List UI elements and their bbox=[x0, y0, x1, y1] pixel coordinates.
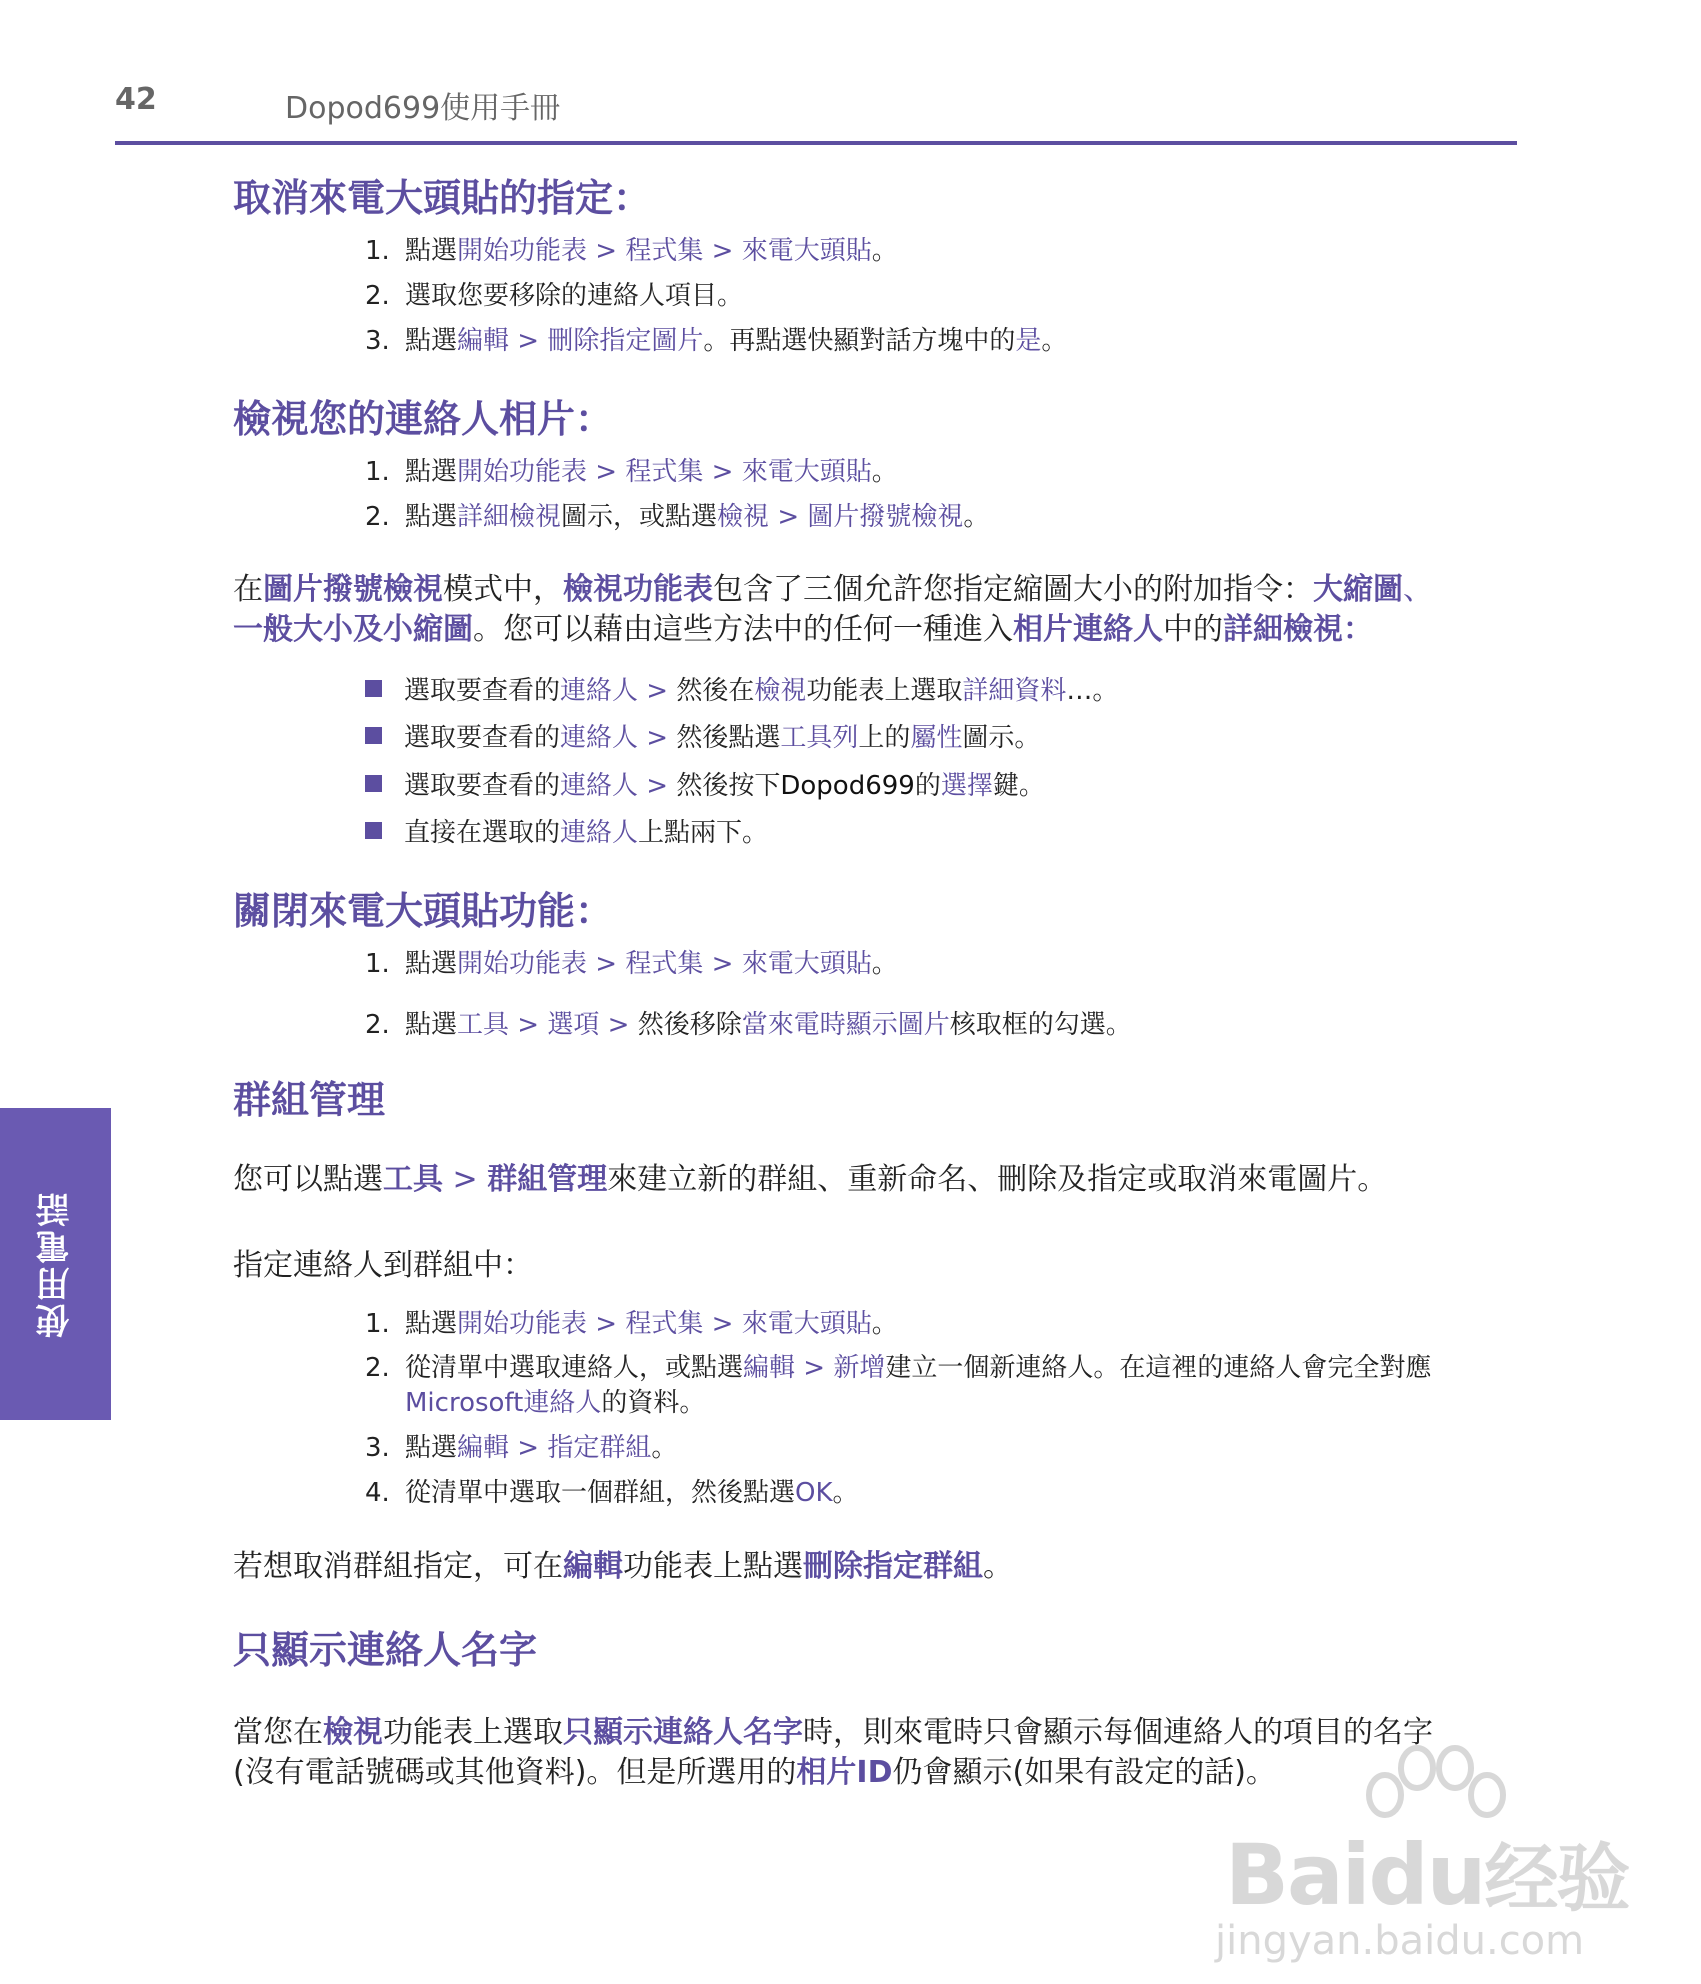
para-text: 功能表上點選 bbox=[623, 1549, 803, 1584]
step-text: 點選 bbox=[405, 457, 458, 487]
step-1 bbox=[365, 949, 898, 980]
step-text: 。 bbox=[651, 1433, 678, 1463]
separator: > bbox=[703, 236, 742, 266]
step-text: 點選 bbox=[405, 1433, 458, 1463]
step-number: 1. bbox=[365, 1309, 390, 1339]
menu-ref: 來電大頭貼 bbox=[741, 236, 872, 266]
baidu-jingyan-watermark bbox=[1205, 1740, 1645, 1970]
menu-ref: 連絡人 bbox=[560, 676, 639, 706]
paragraph-line bbox=[233, 1160, 1387, 1200]
para-text: 模式中， bbox=[443, 572, 563, 607]
menu-ref: 開始功能表 bbox=[457, 1309, 588, 1339]
step-text: 點選 bbox=[405, 326, 458, 356]
menu-ref: 檢視 bbox=[323, 1715, 383, 1750]
menu-ref: 大縮圖 bbox=[1313, 572, 1403, 607]
separator: > bbox=[638, 676, 677, 706]
menu-ref: 來電大頭貼 bbox=[741, 457, 872, 487]
bullet-text: …。 bbox=[1066, 676, 1119, 706]
menu-ref: 工具 bbox=[383, 1162, 443, 1197]
para-text: 功能表上選取 bbox=[383, 1715, 563, 1750]
separator: > bbox=[509, 1433, 548, 1463]
step-text: 。 bbox=[832, 1478, 859, 1508]
step-text: 點選 bbox=[405, 502, 458, 532]
bullet-item bbox=[365, 676, 1118, 707]
menu-ref: 編輯 bbox=[563, 1549, 623, 1584]
menu-ref: 檢視 bbox=[754, 676, 807, 706]
bullet-item bbox=[365, 818, 768, 849]
step-number: 2. bbox=[365, 1010, 390, 1040]
separator: > bbox=[703, 949, 742, 979]
chapter-side-tab-label: 使用電話 bbox=[36, 1190, 76, 1338]
para-text: 、 bbox=[1403, 572, 1433, 607]
step-text: 點選 bbox=[405, 236, 458, 266]
menu-ref: 一般大小及小縮圖 bbox=[233, 612, 473, 647]
bullet-text: 功能表上選取 bbox=[806, 676, 963, 706]
para-text: ： bbox=[1343, 612, 1373, 647]
menu-ref: 選項 bbox=[547, 1010, 600, 1040]
menu-ref: 是 bbox=[1015, 326, 1042, 356]
step-number: 2. bbox=[365, 502, 390, 532]
step-text: 從清單中選取連絡人，或點選 bbox=[405, 1353, 744, 1383]
menu-ref: 刪除指定群組 bbox=[803, 1549, 983, 1584]
page-number: 42 bbox=[115, 82, 157, 117]
menu-ref: 開始功能表 bbox=[457, 949, 588, 979]
step-text: 從清單中選取一個群組，然後點選 bbox=[405, 1478, 796, 1508]
menu-ref: Microsoft連絡人 bbox=[405, 1388, 602, 1418]
bullet-square-icon bbox=[365, 680, 382, 697]
separator: > bbox=[795, 1353, 834, 1383]
separator: > bbox=[638, 771, 677, 801]
para-text: 若想取消群組指定，可在 bbox=[233, 1549, 563, 1584]
menu-ref: 指定群組 bbox=[547, 1433, 652, 1463]
step-2 bbox=[365, 1353, 1431, 1384]
separator: > bbox=[509, 1010, 548, 1040]
menu-ref: 相片ID bbox=[796, 1755, 893, 1790]
menu-ref: 編輯 bbox=[457, 1433, 510, 1463]
step-number: 1. bbox=[365, 236, 390, 266]
menu-ref: 開始功能表 bbox=[457, 457, 588, 487]
step-text: 。 bbox=[1041, 326, 1068, 356]
running-header-title: Dopod699使用手冊 bbox=[285, 91, 561, 126]
separator: > bbox=[703, 457, 742, 487]
paragraph-line bbox=[233, 610, 1373, 650]
menu-ref: 程式集 bbox=[625, 236, 704, 266]
step-2 bbox=[365, 502, 989, 533]
header-rule bbox=[115, 141, 1517, 145]
watermark-url: jingyan.baidu.com bbox=[1215, 1918, 1585, 1964]
paragraph-line bbox=[233, 1547, 1013, 1587]
step-2 bbox=[365, 281, 743, 312]
menu-ref: 新增 bbox=[833, 1353, 886, 1383]
menu-ref: 連絡人 bbox=[560, 771, 639, 801]
step-text: 。 bbox=[871, 1309, 898, 1339]
step-1 bbox=[365, 236, 898, 267]
menu-ref: 當來電時顯示圖片 bbox=[741, 1010, 950, 1040]
bullet-text: 然後按下 bbox=[676, 771, 781, 801]
separator: > bbox=[587, 1309, 626, 1339]
bullet-text: 選取要查看的 bbox=[404, 723, 561, 753]
para-text: 仍會顯示(如果有設定的話)。 bbox=[892, 1755, 1276, 1790]
bullet-square-icon bbox=[365, 727, 382, 744]
menu-ref: 屬性 bbox=[910, 723, 963, 753]
step-text: 建立一個新連絡人。在這裡的連絡人會完全對應 bbox=[885, 1353, 1432, 1383]
chapter-side-tab bbox=[0, 1108, 111, 1420]
step-number: 1. bbox=[365, 949, 390, 979]
para-text: 包含了三個允許您指定縮圖大小的附加指令： bbox=[713, 572, 1313, 607]
step-1 bbox=[365, 457, 898, 488]
step-number: 2. bbox=[365, 281, 390, 311]
para-text: 。 bbox=[983, 1549, 1013, 1584]
separator: > bbox=[769, 502, 808, 532]
menu-ref: 編輯 bbox=[457, 326, 510, 356]
bullet-square-icon bbox=[365, 775, 382, 792]
step-2-continuation bbox=[405, 1388, 705, 1419]
bullet-text: 上點兩下。 bbox=[638, 818, 769, 848]
menu-ref: 選擇 bbox=[940, 771, 993, 801]
para-text: 來建立新的群組、重新命名、刪除及指定或取消來電圖片。 bbox=[607, 1162, 1388, 1197]
section-title-group-management: 群組管理 bbox=[233, 1078, 386, 1122]
bullet-text: 然後在 bbox=[676, 676, 755, 706]
step-number: 4. bbox=[365, 1478, 390, 1508]
menu-ref: 工具列 bbox=[780, 723, 859, 753]
para-text: (沒有電話號碼或其他資料)。但是所選用的 bbox=[233, 1755, 797, 1790]
menu-ref: 刪除指定圖片 bbox=[547, 326, 704, 356]
watermark-logo-a: Bai bbox=[1225, 1826, 1369, 1924]
bullet-text: 然後點選 bbox=[676, 723, 781, 753]
separator: > bbox=[587, 236, 626, 266]
bullet-text: 選取要查看的 bbox=[404, 771, 561, 801]
section-title-view-photos: 檢視您的連絡人相片： bbox=[233, 397, 614, 441]
bullet-item bbox=[365, 771, 1045, 802]
step-text: 。 bbox=[871, 236, 898, 266]
para-text: 您可以點選 bbox=[233, 1162, 383, 1197]
step-3 bbox=[365, 326, 1067, 357]
step-4 bbox=[365, 1478, 859, 1509]
bullet-square-icon bbox=[365, 822, 382, 839]
menu-ref: 開始功能表 bbox=[457, 236, 588, 266]
section-title-name-only: 只顯示連絡人名字 bbox=[233, 1628, 538, 1672]
section-title-disable-caller-photo: 關閉來電大頭貼功能： bbox=[233, 889, 614, 933]
step-number: 3. bbox=[365, 1433, 390, 1463]
step-text: 。 bbox=[963, 502, 990, 532]
bullet-text: 鍵。 bbox=[992, 771, 1045, 801]
separator: > bbox=[509, 326, 548, 356]
separator: > bbox=[587, 949, 626, 979]
bullet-text: 選取要查看的 bbox=[404, 676, 561, 706]
menu-ref: 工具 bbox=[457, 1010, 510, 1040]
watermark-logo-c: 经验 bbox=[1484, 1836, 1629, 1922]
step-text: 的資料。 bbox=[601, 1388, 706, 1418]
bullet-text: 上的 bbox=[858, 723, 911, 753]
para-text: 在 bbox=[233, 572, 263, 607]
menu-ref: 程式集 bbox=[625, 1309, 704, 1339]
menu-ref: 詳細檢視 bbox=[457, 502, 562, 532]
menu-ref: 群組管理 bbox=[487, 1162, 608, 1197]
watermark-logo-b: du bbox=[1368, 1826, 1485, 1924]
step-number: 1. bbox=[365, 457, 390, 487]
menu-ref: 詳細檢視 bbox=[1223, 612, 1343, 647]
menu-ref: 詳細資料 bbox=[962, 676, 1067, 706]
menu-ref: 編輯 bbox=[743, 1353, 796, 1383]
step-text: 圖示，或點選 bbox=[561, 502, 718, 532]
bullet-text: 直接在選取的 bbox=[404, 818, 561, 848]
menu-ref: 圖片撥號檢視 bbox=[263, 572, 443, 607]
menu-ref: 程式集 bbox=[625, 949, 704, 979]
menu-ref: 連絡人 bbox=[560, 818, 639, 848]
separator: > bbox=[638, 723, 677, 753]
separator: > bbox=[599, 1010, 638, 1040]
paragraph-line bbox=[233, 1753, 1276, 1793]
menu-ref: 來電大頭貼 bbox=[741, 1309, 872, 1339]
bullet-text: 的 bbox=[914, 771, 941, 801]
section-title-cancel-photo: 取消來電大頭貼的指定： bbox=[233, 176, 652, 220]
menu-ref: OK bbox=[795, 1478, 833, 1508]
paragraph-line bbox=[233, 570, 1433, 610]
menu-ref: 連絡人 bbox=[560, 723, 639, 753]
step-text: 。 bbox=[871, 949, 898, 979]
menu-ref: 來電大頭貼 bbox=[741, 949, 872, 979]
menu-ref: 檢視 bbox=[717, 502, 770, 532]
device-name: Dopod699 bbox=[780, 771, 915, 801]
watermark-logo bbox=[1225, 1820, 1628, 1926]
step-text: 點選 bbox=[405, 949, 458, 979]
para-text: 當您在 bbox=[233, 1715, 323, 1750]
step-3 bbox=[365, 1433, 677, 1464]
step-text: 點選 bbox=[405, 1010, 458, 1040]
step-text: 核取框的勾選。 bbox=[949, 1010, 1132, 1040]
para-text: 時，則來電時只會顯示每個連絡人的項目的名字 bbox=[803, 1715, 1433, 1750]
step-2 bbox=[365, 1010, 1132, 1041]
menu-ref: 只顯示連絡人名字 bbox=[563, 1715, 803, 1750]
separator: > bbox=[703, 1309, 742, 1339]
step-text: 。 bbox=[871, 457, 898, 487]
step-1 bbox=[365, 1309, 898, 1340]
step-text: 。再點選快顯對話方塊中的 bbox=[703, 326, 1016, 356]
menu-ref: 檢視功能表 bbox=[563, 572, 713, 607]
menu-ref: 程式集 bbox=[625, 457, 704, 487]
step-text: 點選 bbox=[405, 1309, 458, 1339]
para-text: 。您可以藉由這些方法中的任何一種進入 bbox=[473, 612, 1013, 647]
step-number: 3. bbox=[365, 326, 390, 356]
menu-ref: 圖片撥號檢視 bbox=[807, 502, 964, 532]
step-number: 2. bbox=[365, 1353, 390, 1383]
step-text: 選取您要移除的連絡人項目。 bbox=[405, 281, 744, 311]
bullet-text: 圖示。 bbox=[962, 723, 1041, 753]
separator: > bbox=[443, 1162, 488, 1197]
separator: > bbox=[587, 457, 626, 487]
step-text: 然後移除 bbox=[637, 1010, 742, 1040]
menu-ref: 相片連絡人 bbox=[1013, 612, 1163, 647]
bullet-item bbox=[365, 723, 1040, 754]
paragraph-line: 指定連絡人到群組中： bbox=[233, 1248, 533, 1283]
para-text: 中的 bbox=[1163, 612, 1223, 647]
